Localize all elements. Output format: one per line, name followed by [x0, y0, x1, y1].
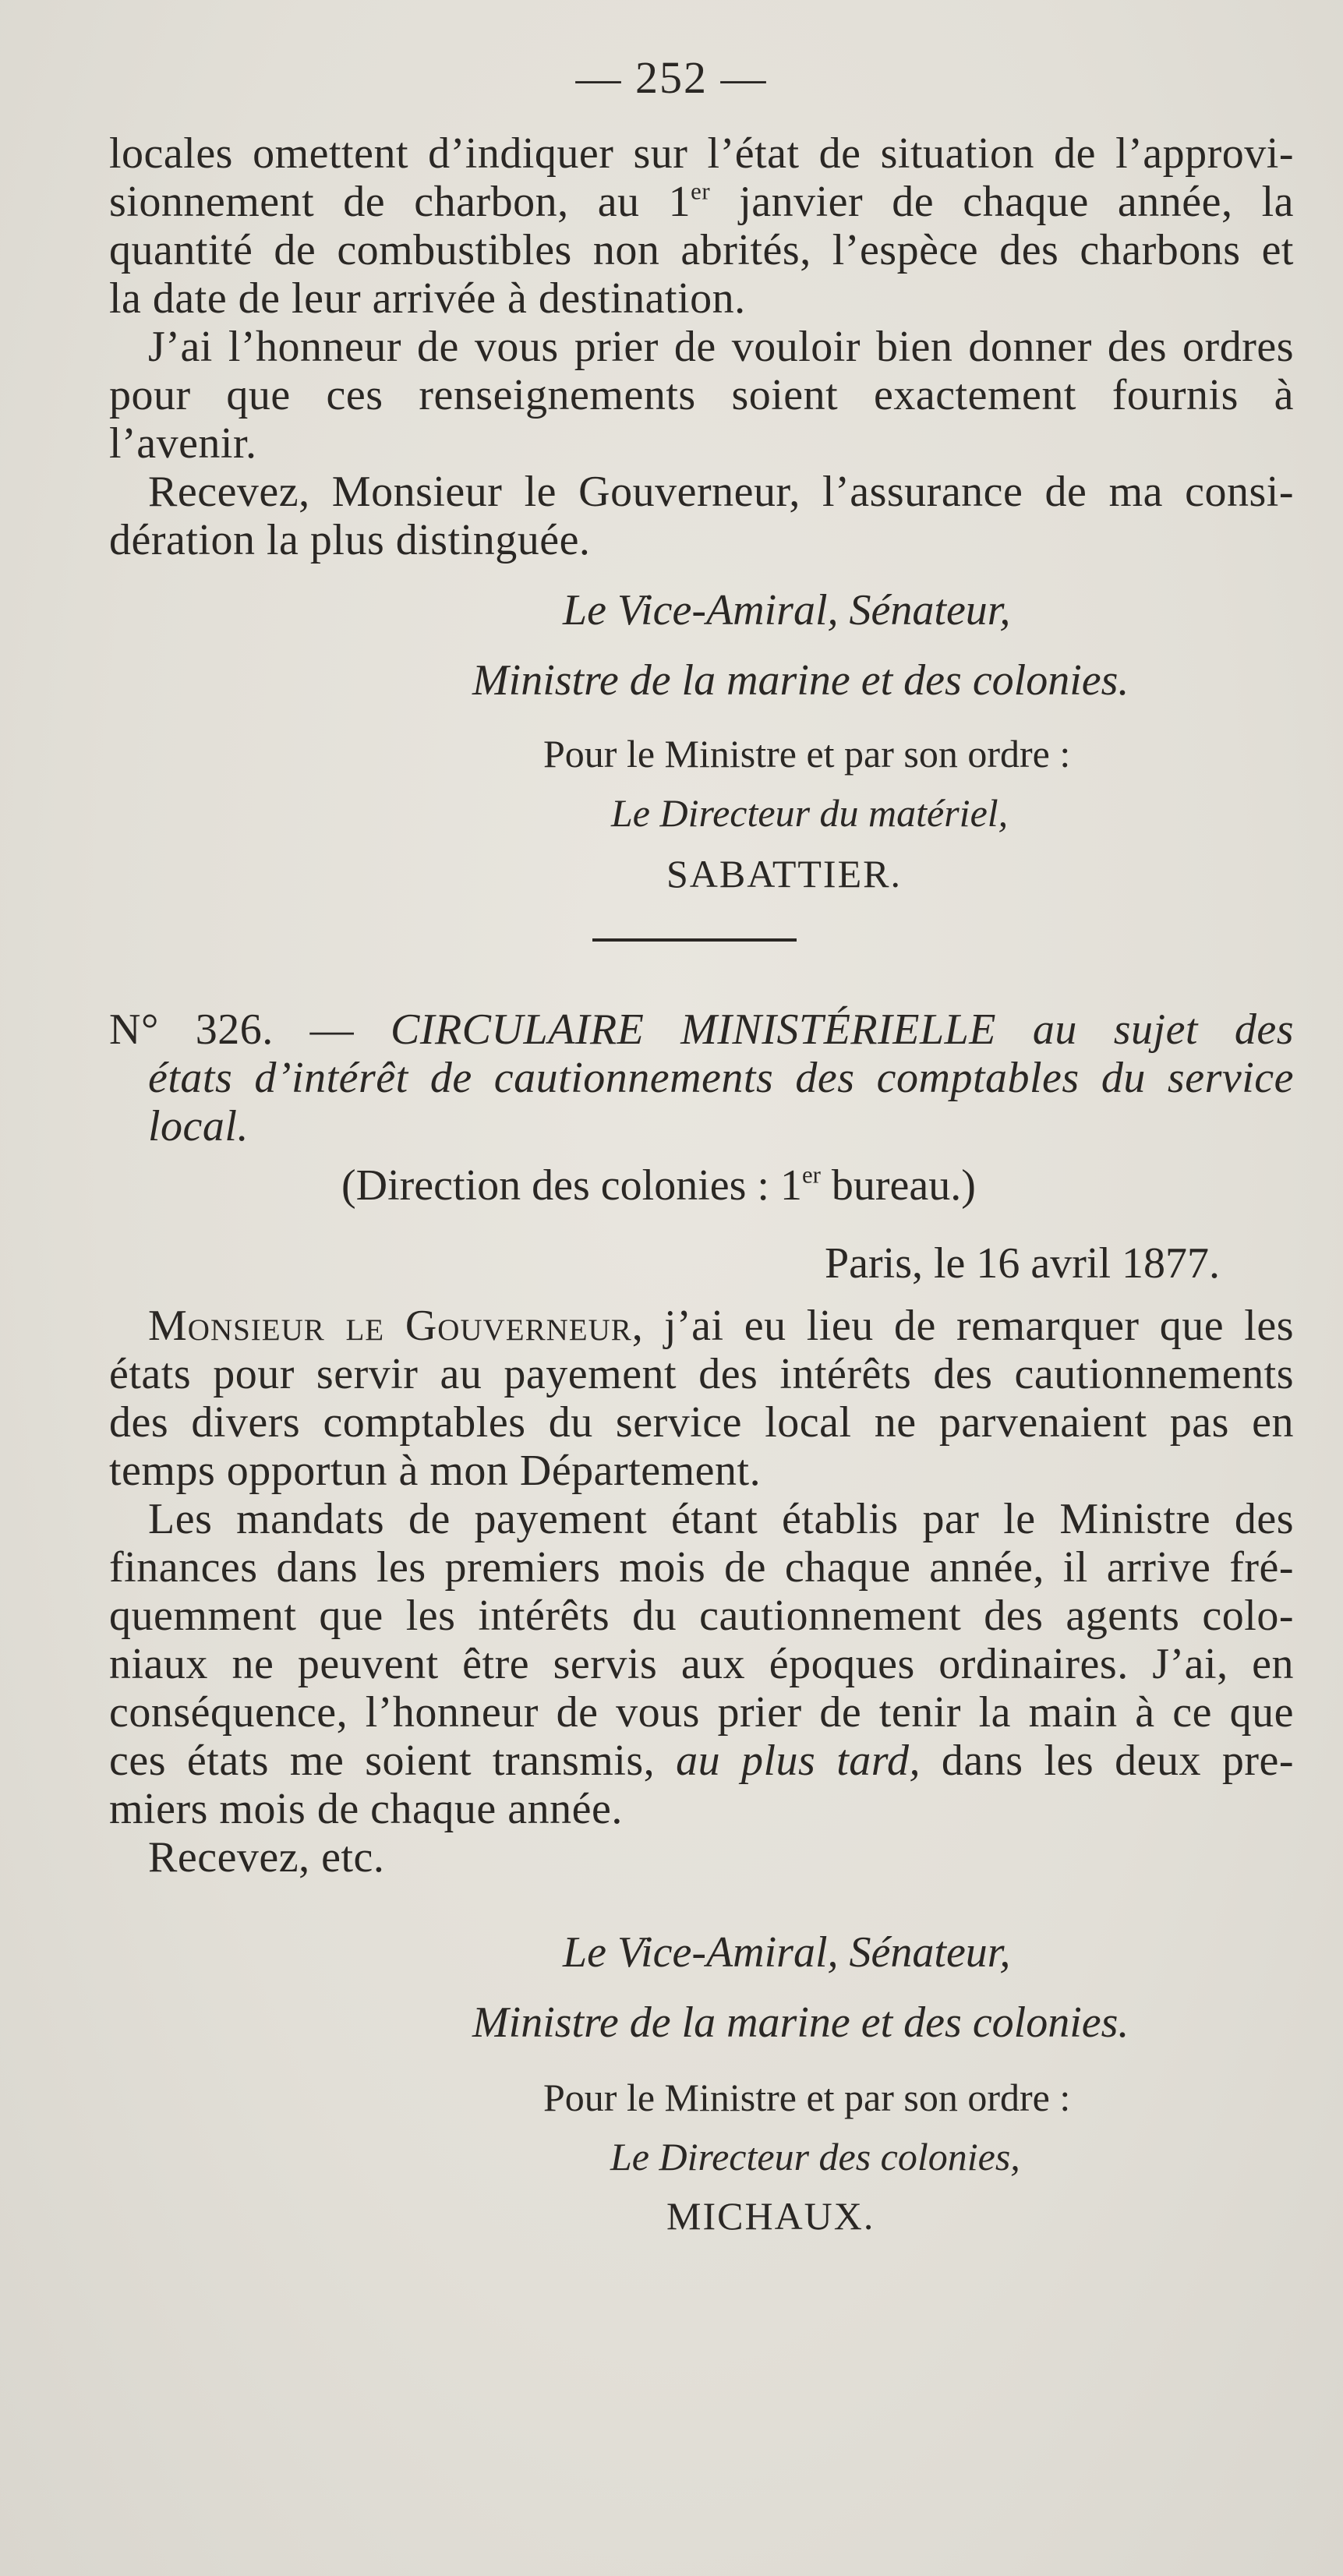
signature-director: Le Directeur des colonies, — [610, 2135, 1020, 2178]
signature-name: MICHAUX. — [666, 2194, 875, 2238]
closing-line: Recevez, etc. — [148, 1833, 385, 1882]
text-line: Monsieur le Gouverneur, j’ai eu lieu de remarquer que les — [148, 1302, 1295, 1350]
signature-name: SABATTIER. — [666, 852, 902, 896]
letter-body — [109, 129, 1294, 564]
text-line: la date de leur arrivée à destination. — [109, 274, 746, 323]
text-line: niaux ne peuvent être servis aux époques ordinaires. J’ai, en — [109, 1640, 1294, 1688]
text-line: conséquence, l’honneur de vous prier de tenir la main à ce que — [109, 1688, 1294, 1737]
heading-line: états d’intérêt de cautionnements des comptables du service — [148, 1054, 1294, 1102]
text-line: des divers comptables du service local ne parvenaient pas en — [109, 1398, 1294, 1447]
signature-order: Pour le Ministre et par son ordre : — [543, 732, 1071, 776]
text-line: quemment que les intérêts du cautionnement des agents colo- — [109, 1592, 1294, 1640]
page-number: — 252 — — [575, 52, 768, 103]
letter-date: Paris, le 16 avril 1877. — [825, 1239, 1221, 1288]
circular-heading — [109, 1005, 1294, 1150]
text-line: miers mois de chaque année. — [109, 1785, 623, 1833]
circular-title: CIRCULAIRE MINISTÉRIELLE — [390, 1005, 996, 1054]
signature-title: Le Vice-Amiral, Sénateur, — [563, 1928, 1011, 1977]
section-divider — [592, 938, 797, 942]
text-line: dération la plus distinguée. — [109, 516, 591, 564]
text-line: quantité de combustibles non abrités, l’espèce des charbons et — [109, 226, 1294, 274]
text-line: Recevez, Monsieur le Gouverneur, l’assurance de ma consi- — [148, 468, 1294, 516]
text-line: finances dans les premiers mois de chaque année, il arrive fré- — [109, 1543, 1294, 1592]
direction-line: (Direction des colonies : 1er bureau.) — [341, 1161, 976, 1210]
circular-body — [109, 1302, 1294, 1882]
heading-line: local. — [148, 1102, 249, 1150]
signature-ministry: Ministre de la marine et des colonies. — [472, 1998, 1129, 2047]
salutation: Monsieur le Gouverneur, — [148, 1302, 644, 1350]
heading-line: N° 326. — CIRCULAIRE MINISTÉRIELLE au sujet des — [109, 1005, 1295, 1054]
text-line: J’ai l’honneur de vous prier de vouloir bien donner des ordres — [148, 323, 1294, 371]
text-line: ces états me soient transmis, au plus tard, dans les deux pre- — [109, 1737, 1295, 1785]
text-line: états pour servir au payement des intérêts des cautionnements — [109, 1350, 1294, 1398]
text-line: temps opportun à mon Département. — [109, 1447, 762, 1495]
signature-ministry: Ministre de la marine et des colonies. — [472, 656, 1129, 705]
signature-order: Pour le Ministre et par son ordre : — [543, 2076, 1071, 2119]
text-line: l’avenir. — [109, 419, 257, 468]
text-line: locales omettent d’indiquer sur l’état de situation de l’approvi- — [109, 129, 1294, 178]
circular-number: N° 326. — — [109, 1005, 391, 1054]
signature-title: Le Vice-Amiral, Sénateur, — [563, 586, 1011, 634]
text-line: sionnement de charbon, au 1er janvier de chaque année, la — [109, 178, 1295, 226]
signature-director: Le Directeur du matériel, — [611, 791, 1009, 835]
text-line: Les mandats de payement étant établis par le Ministre des — [148, 1495, 1294, 1543]
text-line: pour que ces renseignements soient exactement fournis à — [109, 371, 1294, 419]
